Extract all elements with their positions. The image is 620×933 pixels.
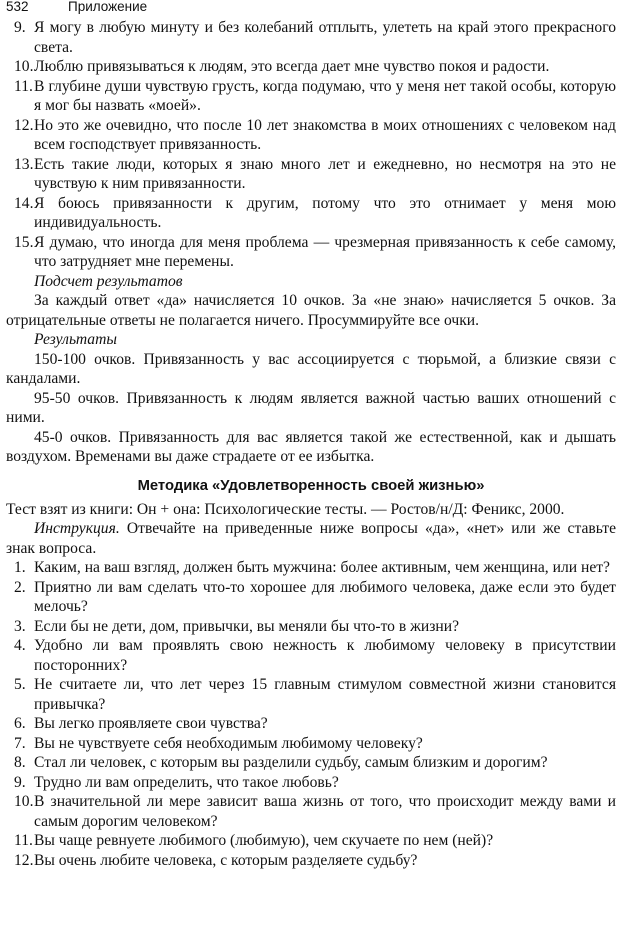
- page-number: 532: [6, 0, 29, 14]
- list-item: 12.Вы очень любите человека, с которым разделяете судьбу?: [14, 851, 418, 869]
- instruction-label: Инструкция.: [34, 520, 120, 537]
- method-instruction: [6, 519, 616, 558]
- method-source: Тест взят из книги: Он + она: Психологические тесты. — Ростов/н/Д: Феникс, 2000.: [6, 500, 565, 518]
- list-item: 8. Стал ли человек, с которым вы разделили судьбу, самым близким и дорогим?: [14, 754, 548, 771]
- page-body: [6, 18, 616, 870]
- instruction-text: Отвечайте на приведенные ниже вопросы «да», «нет» или же ставьте знак вопроса.: [6, 520, 616, 557]
- list-item: 1. Каким, на ваш взгляд, должен быть мужчина: более активным, чем женщина, или нет?: [14, 559, 610, 576]
- list-item: 14.Я боюсь привязанности к другим, потому что это отнимает у меня мою индивидуальность.: [14, 194, 616, 231]
- list-item: 3. Если бы не дети, дом, привычки, вы меняли бы что-то в жизни?: [14, 617, 460, 635]
- list-item: 5. Не считаете ли, что лет через 15 главным стимулом совместной жизни становится привычка?: [14, 676, 616, 713]
- questions-list-b: [6, 558, 616, 870]
- results-heading: Результаты: [34, 331, 117, 348]
- list-item: 11.Вы чаще ревнуете любимого (любимую), чем скучаете по нем (ней)?: [14, 832, 494, 849]
- result-2: 95-50 очков. Привязанность к людям является важной частью ваших отношений с ними.: [6, 389, 616, 426]
- result-1: 150-100 очков. Привязанность у вас ассоциируется с тюрьмой, а близкие связи с кандалами.: [6, 350, 616, 387]
- list-item: 4. Удобно ли вам проявлять свою нежность к любимому человеку в присутствии посторонних?: [14, 637, 616, 674]
- list-item: 9. Я могу в любую минуту и без колебаний отплыть, улететь на край этого прекрасного света.: [14, 19, 616, 56]
- list-item: 11.В глубине души чувствую грусть, когда подумаю, что у меня нет такой особы, которую я мог бы назвать «моей».: [14, 77, 616, 114]
- list-item: 10.Люблю привязываться к людям, это всегда дает мне чувство покоя и радости.: [14, 58, 550, 75]
- section-title: Приложение: [68, 0, 148, 14]
- list-item: 15.Я думаю, что иногда для меня проблема — чрезмерная привязанность к себе самому, что затрудняет мне перемены.: [14, 233, 616, 270]
- list-item: 2. Приятно ли вам сделать что-то хорошее для любимого человека, даже если это будет мелочь?: [14, 578, 616, 615]
- running-header: [6, 0, 147, 16]
- method-title: Методика «Удовлетворенность своей жизнью»: [137, 477, 485, 494]
- questions-list-a: [6, 18, 616, 272]
- result-3: 45-0 очков. Привязанность для вас является такой же естественной, как и дышать воздухом. Временами вы даже страдаете от ее избытка.: [6, 428, 616, 465]
- list-item: 10.В значительной ли мере зависит ваша жизнь от того, что происходит между вами и самым дорогим человеком?: [14, 793, 616, 830]
- scoring-heading: Подсчет результатов: [34, 272, 183, 290]
- list-item: 13.Есть такие люди, которых я знаю много лет и ежедневно, но несмотря на это не чувствую к ним привязанности.: [14, 155, 616, 192]
- list-item: 6. Вы легко проявляете свои чувства?: [14, 715, 268, 732]
- list-item: 12.Но это же очевидно, что после 10 лет знакомства в моих отношениях с человеком над всем господствует привязанность.: [14, 116, 616, 153]
- list-item: 9. Трудно ли вам определить, что такое любовь?: [14, 773, 339, 791]
- scoring-text: За каждый ответ «да» начисляется 10 очков. За «не знаю» начисляется 5 очков. За отрицательные ответы не полагается ничего. Просуммируйте все очки.: [6, 292, 616, 329]
- list-item: 7. Вы не чувствуете себя необходимым любимому человеку?: [14, 734, 423, 752]
